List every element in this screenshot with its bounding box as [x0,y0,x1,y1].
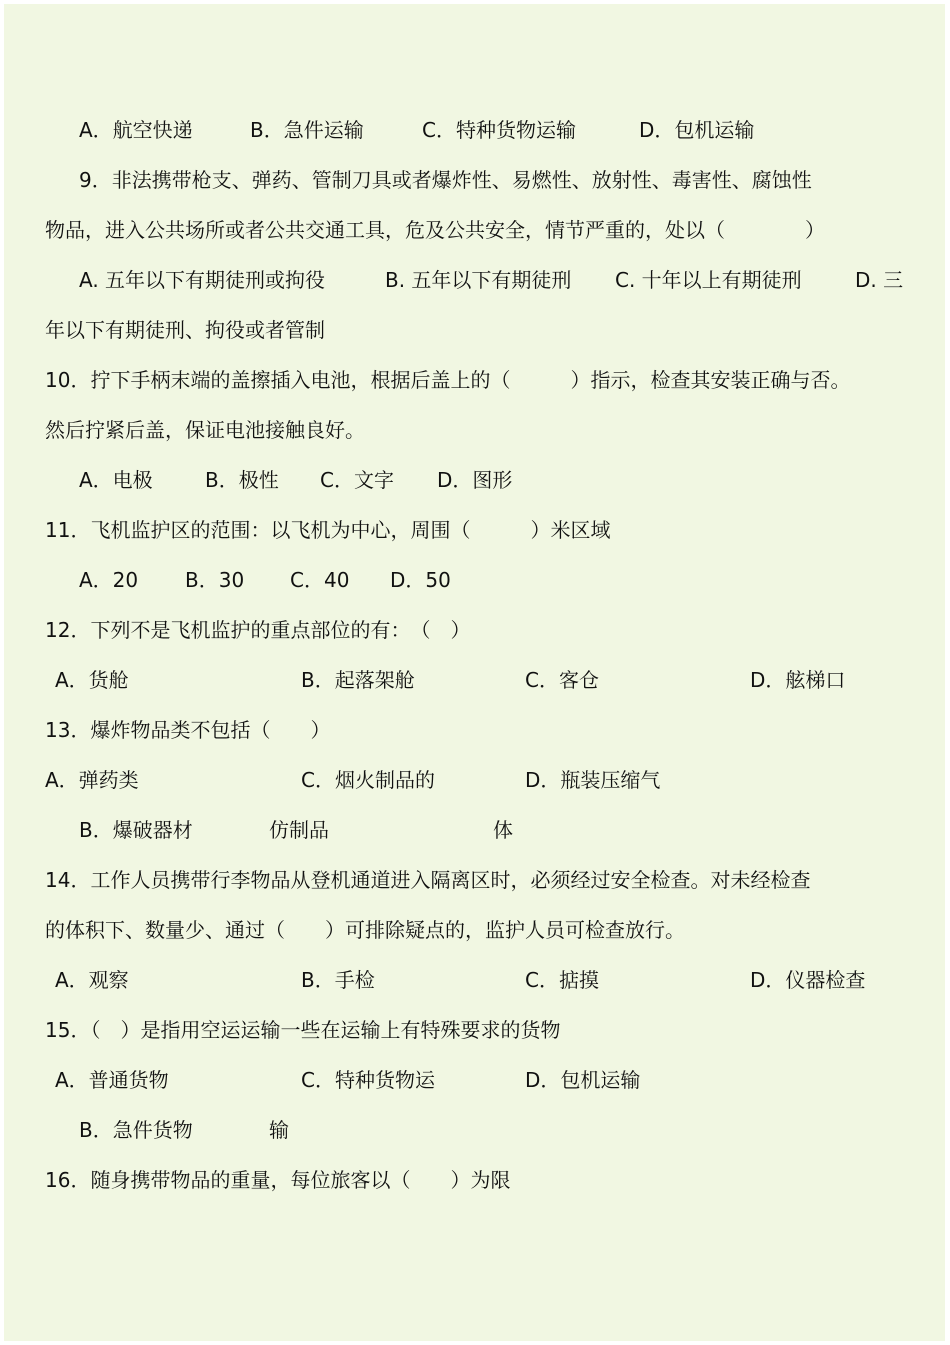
q13-text: 13．爆炸物品类不包括（ ） [45,718,331,742]
q12-option-c: C．客仓 [525,668,599,692]
q9-text-line-2: 物品，进入公共场所或者公共交通工具，危及公共安全，情节严重的，处以（ ） [45,218,825,242]
q13-option-c: C．烟火制品的 [301,768,435,792]
q8-option-c: C．特种货物运输 [422,118,576,142]
q14-text-line-1: 14．工作人员携带行李物品从登机通道进入隔离区时，必须经过安全检查。对未经检查 [45,868,811,892]
q9-option-b: B. 五年以下有期徒刑 [385,268,572,292]
q11-option-b: B．30 [185,568,245,592]
q10-option-c: C．文字 [320,468,394,492]
q9-option-c: C. 十年以上有期徒刑 [615,268,802,292]
document-page [4,4,945,1341]
q12-text: 12．下列不是飞机监护的重点部位的有： （ ） [45,618,471,642]
q14-text-line-2: 的体积下、数量少、通过（ ）可排除疑点的，监护人员可检查放行。 [45,918,685,942]
q15-option-b: B．急件货物 [79,1118,193,1142]
q13-option-d: D．瓶装压缩气 [525,768,661,792]
q8-option-d: D．包机运输 [639,118,755,142]
q16-text: 16．随身携带物品的重量，每位旅客以（ ）为限 [45,1168,511,1192]
q11-option-c: C．40 [290,568,350,592]
q10-option-a: A．电极 [79,468,153,492]
q14-option-d: D．仪器检查 [750,968,866,992]
q10-text-line-2: 然后拧紧后盖，保证电池接触良好。 [45,418,365,442]
q9-option-d-continued: 年以下有期徒刑、拘役或者管制 [45,318,325,342]
q11-option-d: D．50 [390,568,451,592]
q13-option-b: B．爆破器材 [79,818,193,842]
q12-option-b: B．起落架舱 [301,668,415,692]
q15-option-a: A．普通货物 [55,1068,169,1092]
q13-option-a: A．弹药类 [45,768,139,792]
q10-option-d: D．图形 [437,468,513,492]
q13-option-d-continued: 体 [493,818,513,842]
q12-option-d: D．舷梯口 [750,668,846,692]
q11-option-a: A．20 [79,568,139,592]
q15-text: 15．（ ）是指用空运运输一些在运输上有特殊要求的货物 [45,1018,561,1042]
q12-option-a: A．货舱 [55,668,129,692]
q14-option-a: A．观察 [55,968,129,992]
q15-option-c: C．特种货物运 [301,1068,435,1092]
q15-option-c-continued: 输 [269,1118,289,1142]
q14-option-c: C．掂摸 [525,968,599,992]
q13-option-c-continued: 仿制品 [269,818,329,842]
q10-text-line-1: 10．拧下手柄末端的盖擦插入电池，根据后盖上的（ ）指示，检查其安装正确与否。 [45,368,851,392]
q9-text-line-1: 9．非法携带枪支、弹药、管制刀具或者爆炸性、易燃性、放射性、毒害性、腐蚀性 [79,168,812,192]
q15-option-d: D．包机运输 [525,1068,641,1092]
q9-option-d: D. 三 [855,268,904,292]
q8-option-a: A．航空快递 [79,118,193,142]
q9-option-a: A. 五年以下有期徒刑或拘役 [79,268,326,292]
q11-text: 11．飞机监护区的范围：以飞机为中心，周围（ ）米区域 [45,518,611,542]
q8-option-b: B．急件运输 [250,118,364,142]
q14-option-b: B．手检 [301,968,375,992]
q10-option-b: B．极性 [205,468,279,492]
